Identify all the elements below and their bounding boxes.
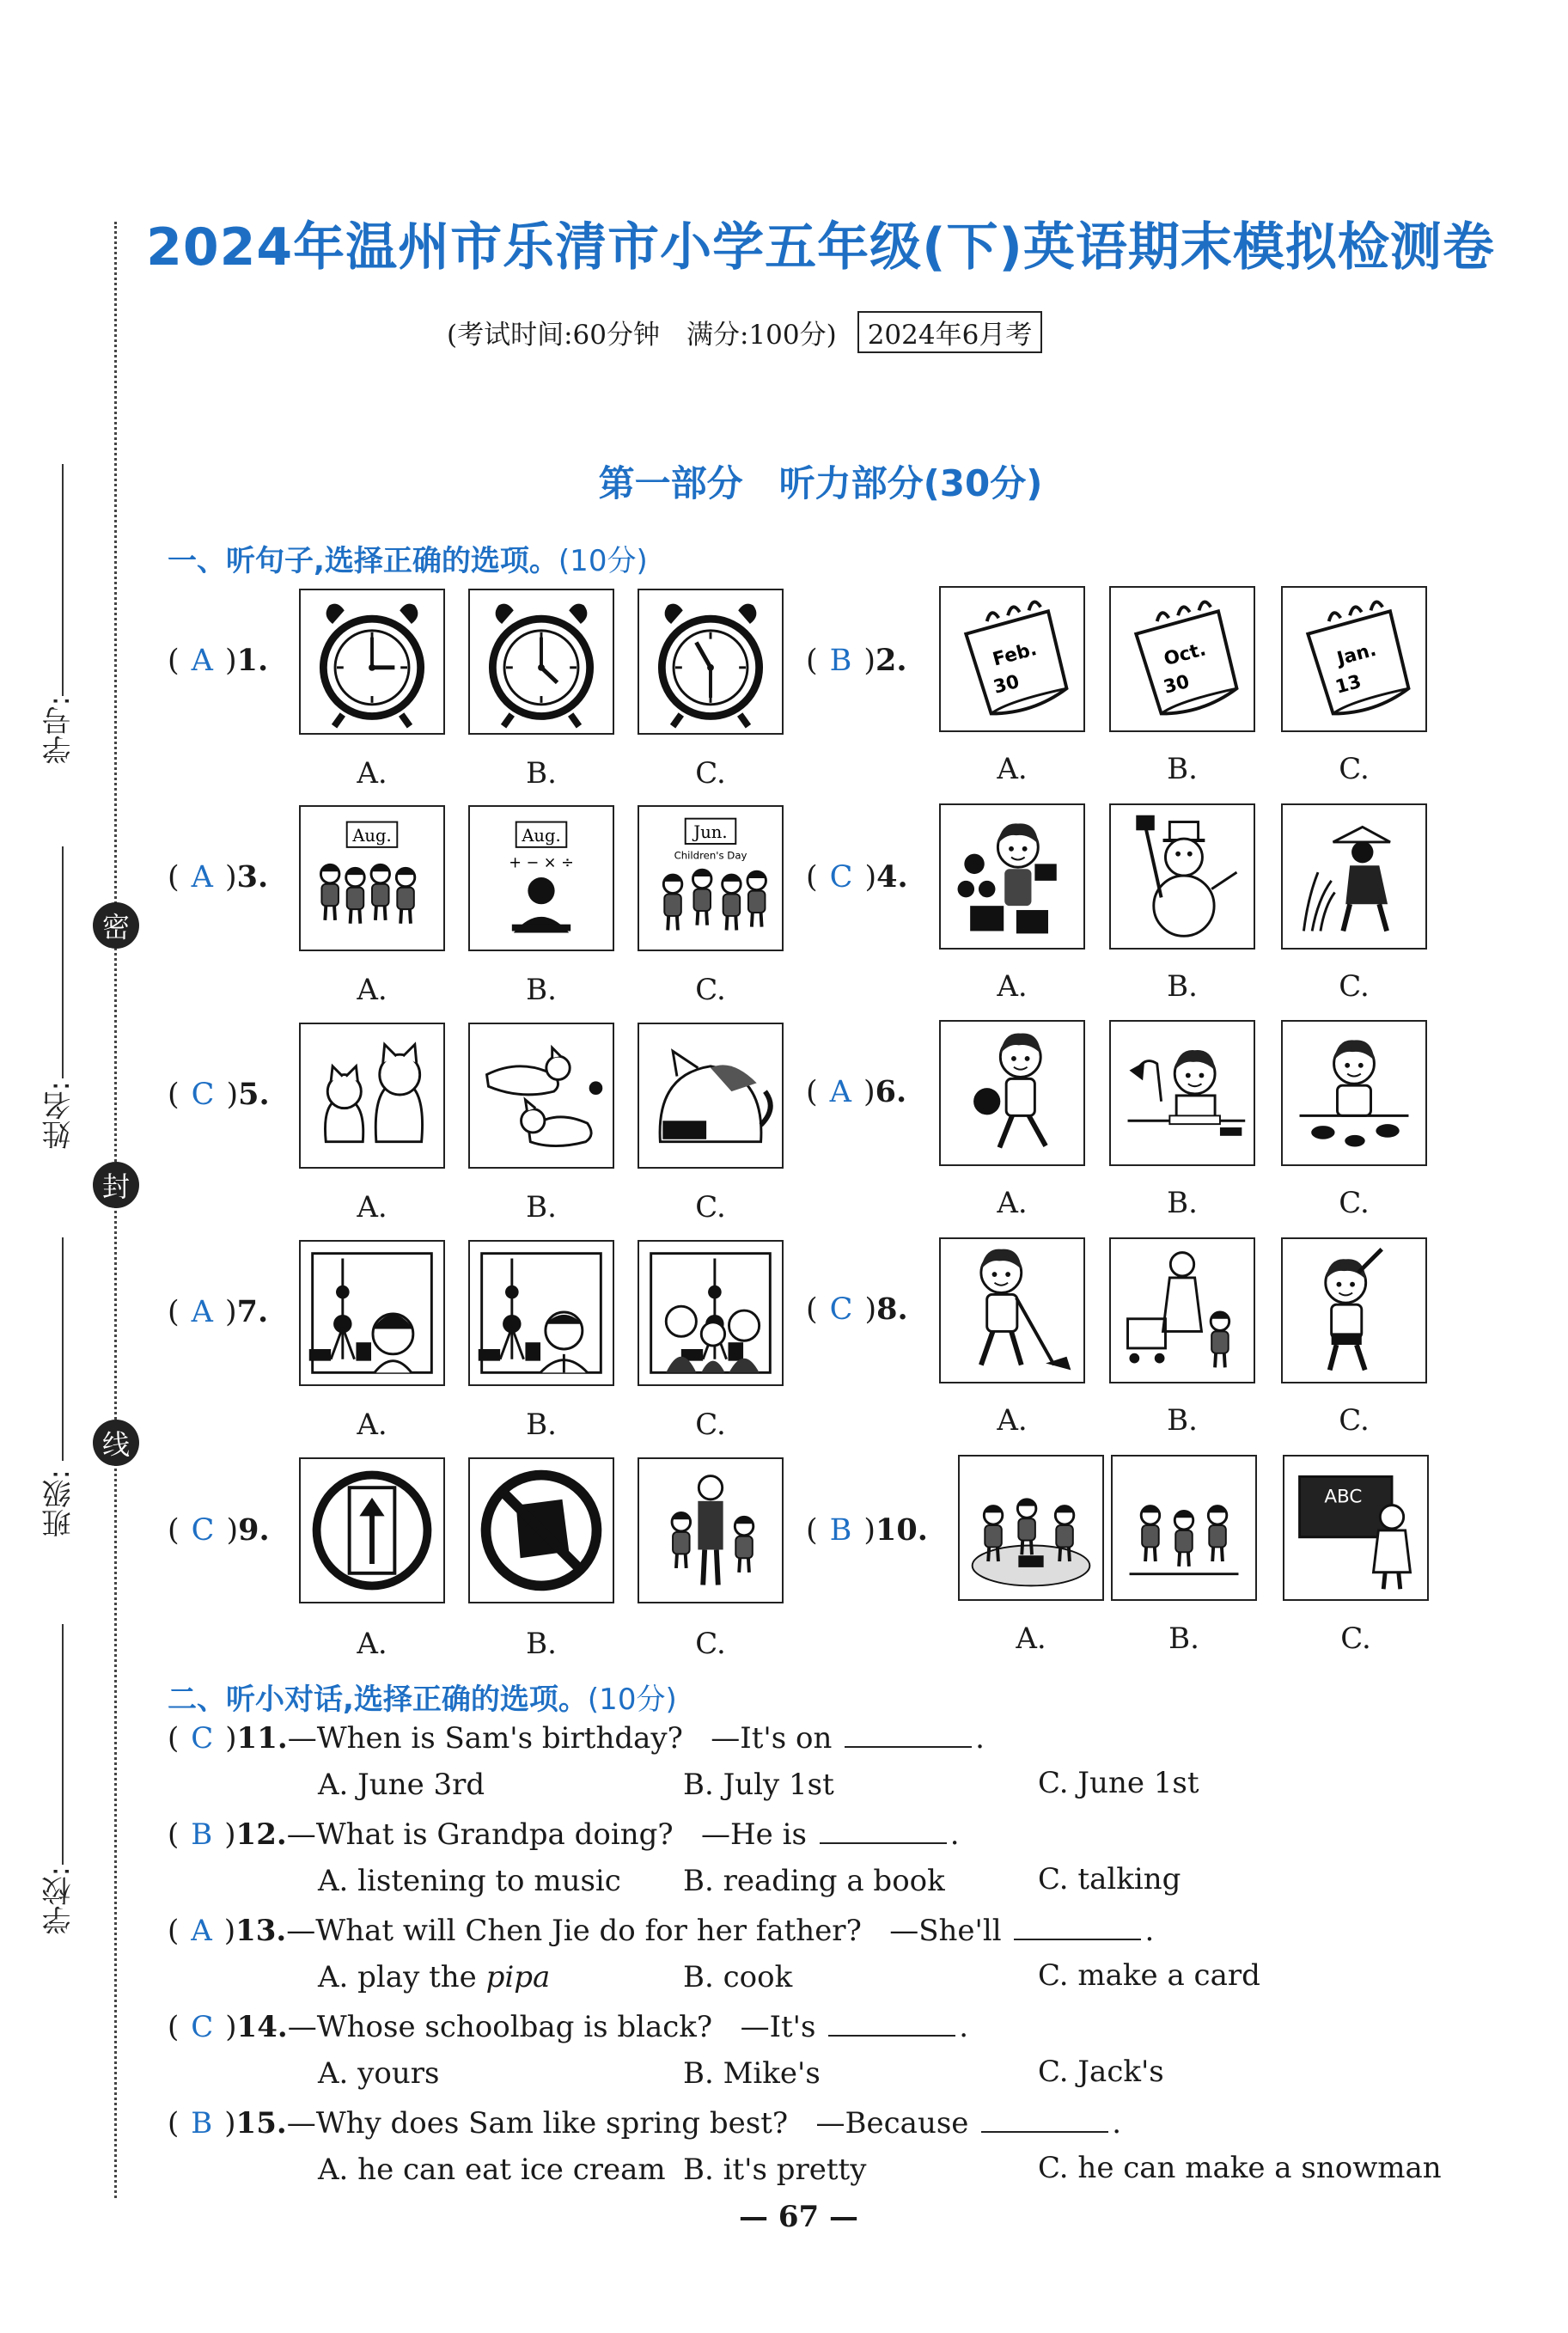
q6-label-b: B. (1167, 1186, 1198, 1220)
q6-option-c-boy-eating-icon[interactable] (1281, 1020, 1427, 1166)
answer-9: C (191, 1513, 215, 1548)
q13-blank (1014, 1915, 1141, 1940)
q13-option-a[interactable] (318, 1960, 550, 1994)
q3-option-b-student-math-icon[interactable] (468, 805, 614, 951)
q2-option-a-calendar-icon[interactable] (939, 586, 1085, 732)
binding-dotted-line (114, 222, 117, 2198)
q2-a-day: 30 (991, 670, 1022, 699)
section-two-heading (168, 1676, 677, 1718)
question-15: ( B )15.—Why does Sam like spring best? —Because . (168, 2106, 1122, 2141)
q1-label-b: B. (526, 756, 557, 791)
q10-c-blackboard-text: ABC (1324, 1486, 1363, 1508)
q13-option-a-italic: pipa (485, 1960, 551, 1994)
q15-reply: —Because (815, 2106, 969, 2141)
q13-question: —What will Chen Jie do for her father? (286, 1914, 862, 1948)
q1-label-a: A. (357, 756, 387, 791)
answer-7: A (191, 1295, 213, 1329)
q8-option-b-mother-shopping-icon[interactable] (1109, 1237, 1255, 1383)
question-number-1: 1. (236, 643, 269, 678)
question-4: ( C )4. (806, 859, 908, 895)
question-11: ( C )11.—When is Sam's birthday? —It's on . (168, 1721, 985, 1756)
q4-label-a: A. (997, 969, 1028, 1004)
q9-option-c-family-icon[interactable] (638, 1457, 784, 1603)
q2-c-day: 13 (1333, 670, 1364, 699)
q11-option-a[interactable]: A. June 3rd (318, 1768, 485, 1802)
question-number-4: 4. (876, 859, 908, 895)
question-10: ( B )10. (806, 1512, 928, 1548)
question-number-5: 5. (238, 1077, 270, 1112)
answer-8: C (829, 1292, 853, 1327)
q12-reply: —He is (701, 1817, 807, 1852)
q14-period: . (959, 2010, 969, 2044)
q4-label-c: C. (1339, 969, 1370, 1004)
section-two-title: 二、听小对话,选择正确的选项。 (168, 1683, 588, 1717)
q9-option-a-one-way-sign-icon[interactable] (299, 1457, 445, 1603)
q11-blank (845, 1722, 972, 1748)
q9-label-b: B. (526, 1627, 557, 1661)
seal-xian: 线 (93, 1420, 139, 1466)
section-two-points: (10分) (587, 1683, 677, 1717)
answer-5: C (191, 1078, 215, 1112)
question-8: ( C )8. (806, 1292, 908, 1327)
q11-option-b[interactable]: B. July 1st (683, 1768, 834, 1802)
q8-label-c: C. (1339, 1403, 1370, 1438)
q2-b-month: Oct. (1162, 638, 1209, 671)
q2-label-b: B. (1167, 752, 1198, 786)
page-number: — 67 — (739, 2200, 858, 2234)
question-7: ( A )7. (168, 1294, 269, 1329)
q14-option-c[interactable]: C. Jack's (1038, 2055, 1164, 2089)
q6-label-a: A. (997, 1186, 1028, 1220)
q14-reply: —It's (740, 2010, 816, 2044)
answer-15: B (191, 2106, 213, 2141)
question-number-13: 13. (235, 1914, 287, 1948)
exam-date-box: 2024年6月考 (857, 311, 1043, 353)
q15-option-a[interactable]: A. he can eat ice cream (318, 2153, 666, 2187)
q4-option-c-farmer-harvesting-icon[interactable] (1281, 803, 1427, 950)
page-title: 2024年温州市乐清市小学五年级(下)英语期末模拟检测卷 (146, 217, 1495, 278)
q3-a-tag: Aug. (352, 826, 392, 846)
q2-option-b-calendar-icon[interactable] (1109, 586, 1255, 732)
answer-10: B (829, 1513, 852, 1548)
q4-option-b-snowman-icon[interactable] (1109, 803, 1255, 950)
q3-label-b: B. (526, 973, 557, 1007)
question-14: ( C )14.—Whose schoolbag is black? —It's . (168, 2010, 969, 2044)
q8-label-b: B. (1167, 1403, 1198, 1438)
field-line-class (62, 1237, 64, 1461)
q5-label-b: B. (526, 1190, 557, 1225)
q14-option-b[interactable]: B. Mike's (683, 2056, 821, 2091)
q10-label-a: A. (1016, 1621, 1046, 1656)
field-line-school (62, 1624, 64, 1865)
question-13: ( A )13.—What will Chen Jie do for her father? —She'll . (168, 1914, 1155, 1948)
question-number-3: 3. (236, 859, 269, 895)
q11-reply: —It's on (711, 1721, 833, 1756)
question-number-10: 10. (876, 1512, 928, 1548)
field-label-class: 班级: (42, 1469, 76, 1538)
q1-option-c-clock-icon[interactable] (638, 589, 784, 735)
q12-question: —What is Grandpa doing? (286, 1817, 674, 1852)
q9-option-b-no-littering-sign-icon[interactable] (468, 1457, 614, 1603)
question-2: ( B )2. (806, 643, 907, 678)
section-one-points: (10分) (558, 544, 648, 578)
q15-blank (981, 2107, 1108, 2133)
q8-label-a: A. (997, 1403, 1028, 1438)
q4-label-b: B. (1167, 969, 1198, 1004)
part-one-heading: 第一部分 听力部分(30分) (598, 462, 1043, 504)
q14-option-a[interactable]: A. yours (318, 2056, 440, 2091)
q9-label-a: A. (357, 1627, 387, 1661)
q5-label-a: A. (357, 1190, 387, 1225)
question-12: ( B )12.—What is Grandpa doing? —He is . (168, 1817, 960, 1852)
question-1: ( A )1. (168, 643, 269, 678)
q2-a-month: Feb. (990, 638, 1040, 671)
q7-option-b-man-tower-icon[interactable] (468, 1240, 614, 1386)
q2-b-day: 30 (1161, 670, 1193, 699)
q2-option-c-calendar-icon[interactable] (1281, 586, 1427, 732)
answer-1: A (191, 644, 213, 678)
question-9: ( C )9. (168, 1512, 270, 1548)
q14-blank (828, 2011, 955, 2037)
q8-option-a-boy-sweeping-icon[interactable] (939, 1237, 1085, 1383)
q13-option-b[interactable]: B. cook (683, 1960, 793, 1994)
q10-option-c-teacher-blackboard-icon[interactable] (1283, 1455, 1429, 1601)
field-label-student-id: 学号: (42, 696, 76, 765)
q15-option-b[interactable]: B. it's pretty (683, 2153, 867, 2187)
q15-question: —Why does Sam like spring best? (286, 2106, 789, 2141)
q9-label-c: C. (695, 1627, 726, 1661)
question-number-2: 2. (876, 643, 907, 678)
answer-3: A (191, 860, 213, 895)
q1-option-a-clock-icon[interactable] (299, 589, 445, 735)
section-one-title: 一、听句子,选择正确的选项。 (168, 544, 558, 578)
q15-period: . (1112, 2106, 1122, 2141)
q6-label-c: C. (1339, 1186, 1370, 1220)
field-line-student-id (62, 464, 64, 696)
q2-c-month: Jan. (1334, 638, 1379, 670)
question-number-11: 11. (236, 1721, 288, 1756)
q7-label-c: C. (695, 1408, 726, 1442)
q15-option-c[interactable]: C. he can make a snowman (1038, 2151, 1442, 2185)
q14-question: —Whose schoolbag is black? (287, 2010, 713, 2044)
q1-option-b-clock-icon[interactable] (468, 589, 614, 735)
q10-option-b-chatting-icon[interactable] (1111, 1455, 1257, 1601)
q6-option-a-boy-basketball-icon[interactable] (939, 1020, 1085, 1166)
q7-option-a-girl-tower-icon[interactable] (299, 1240, 445, 1386)
q12-period: . (949, 1817, 960, 1852)
q3-b-math-symbols: + − × ÷ (509, 854, 574, 872)
q3-c-childrens-day: Children's Day (674, 849, 747, 862)
answer-13: A (191, 1914, 212, 1948)
q10-option-a-picnic-icon[interactable] (958, 1455, 1104, 1601)
q11-option-c[interactable]: C. June 1st (1038, 1766, 1199, 1800)
seal-mi: 密 (93, 902, 139, 949)
question-number-12: 12. (235, 1817, 287, 1852)
q13-option-a-text: A. play the (318, 1960, 477, 1994)
question-number-7: 7. (236, 1294, 269, 1329)
q7-label-b: B. (526, 1408, 557, 1442)
q12-option-c[interactable]: C. talking (1038, 1862, 1181, 1896)
q5-option-a-cats-sitting-icon[interactable] (299, 1023, 445, 1169)
answer-14: C (191, 2010, 214, 2044)
question-number-6: 6. (875, 1074, 907, 1109)
q1-label-c: C. (695, 756, 726, 791)
answer-11: C (191, 1721, 214, 1756)
q3-option-a-children-group-icon[interactable] (299, 805, 445, 951)
answer-6: A (829, 1075, 851, 1109)
q13-reply: —She'll (889, 1914, 1002, 1948)
answer-4: C (829, 860, 853, 895)
answer-12: B (191, 1817, 213, 1852)
exam-info (447, 311, 1042, 353)
question-number-14: 14. (236, 2010, 288, 2044)
q5-option-c-cat-eating-icon[interactable] (638, 1023, 784, 1169)
q8-option-c-boy-exercising-icon[interactable] (1281, 1237, 1427, 1383)
field-label-school: 学校: (42, 1866, 76, 1935)
q13-option-c[interactable]: C. make a card (1038, 1958, 1260, 1993)
q11-period: . (975, 1721, 985, 1756)
q3-option-c-childrens-day-icon[interactable] (638, 805, 784, 951)
q13-period: . (1144, 1914, 1155, 1948)
q2-label-c: C. (1339, 752, 1370, 786)
question-number-15: 15. (235, 2106, 287, 2141)
question-3: ( A )3. (168, 859, 269, 895)
q10-label-b: B. (1168, 1621, 1199, 1656)
q7-option-c-family-tower-icon[interactable] (638, 1240, 784, 1386)
q3-b-tag: Aug. (522, 826, 561, 846)
question-number-9: 9. (238, 1512, 270, 1548)
question-6: ( A )6. (806, 1074, 907, 1109)
q7-label-a: A. (357, 1408, 387, 1442)
q4-option-a-girl-watering-flowers-icon[interactable] (939, 803, 1085, 950)
q3-label-a: A. (357, 973, 387, 1007)
q12-option-b[interactable]: B. reading a book (683, 1864, 945, 1898)
question-5: ( C )5. (168, 1077, 270, 1112)
answer-2: B (829, 644, 852, 678)
question-number-8: 8. (876, 1292, 908, 1327)
section-one-heading (168, 537, 648, 579)
q5-label-c: C. (695, 1190, 726, 1225)
q6-option-b-boy-reading-icon[interactable] (1109, 1020, 1255, 1166)
q11-question: —When is Sam's birthday? (287, 1721, 683, 1756)
seal-feng: 封 (93, 1162, 139, 1208)
q2-label-a: A. (997, 752, 1028, 786)
q10-label-c: C. (1340, 1621, 1371, 1656)
q5-option-b-cats-playing-icon[interactable] (468, 1023, 614, 1169)
field-label-name: 姓名: (42, 1081, 76, 1150)
q12-blank (820, 1818, 947, 1844)
q3-c-tag: Jun. (693, 822, 728, 843)
q12-option-a[interactable]: A. listening to music (318, 1864, 621, 1898)
q3-label-c: C. (695, 973, 726, 1007)
field-line-name (62, 846, 64, 1078)
exam-duration-score: (考试时间:60分钟 满分:100分) (447, 320, 837, 351)
